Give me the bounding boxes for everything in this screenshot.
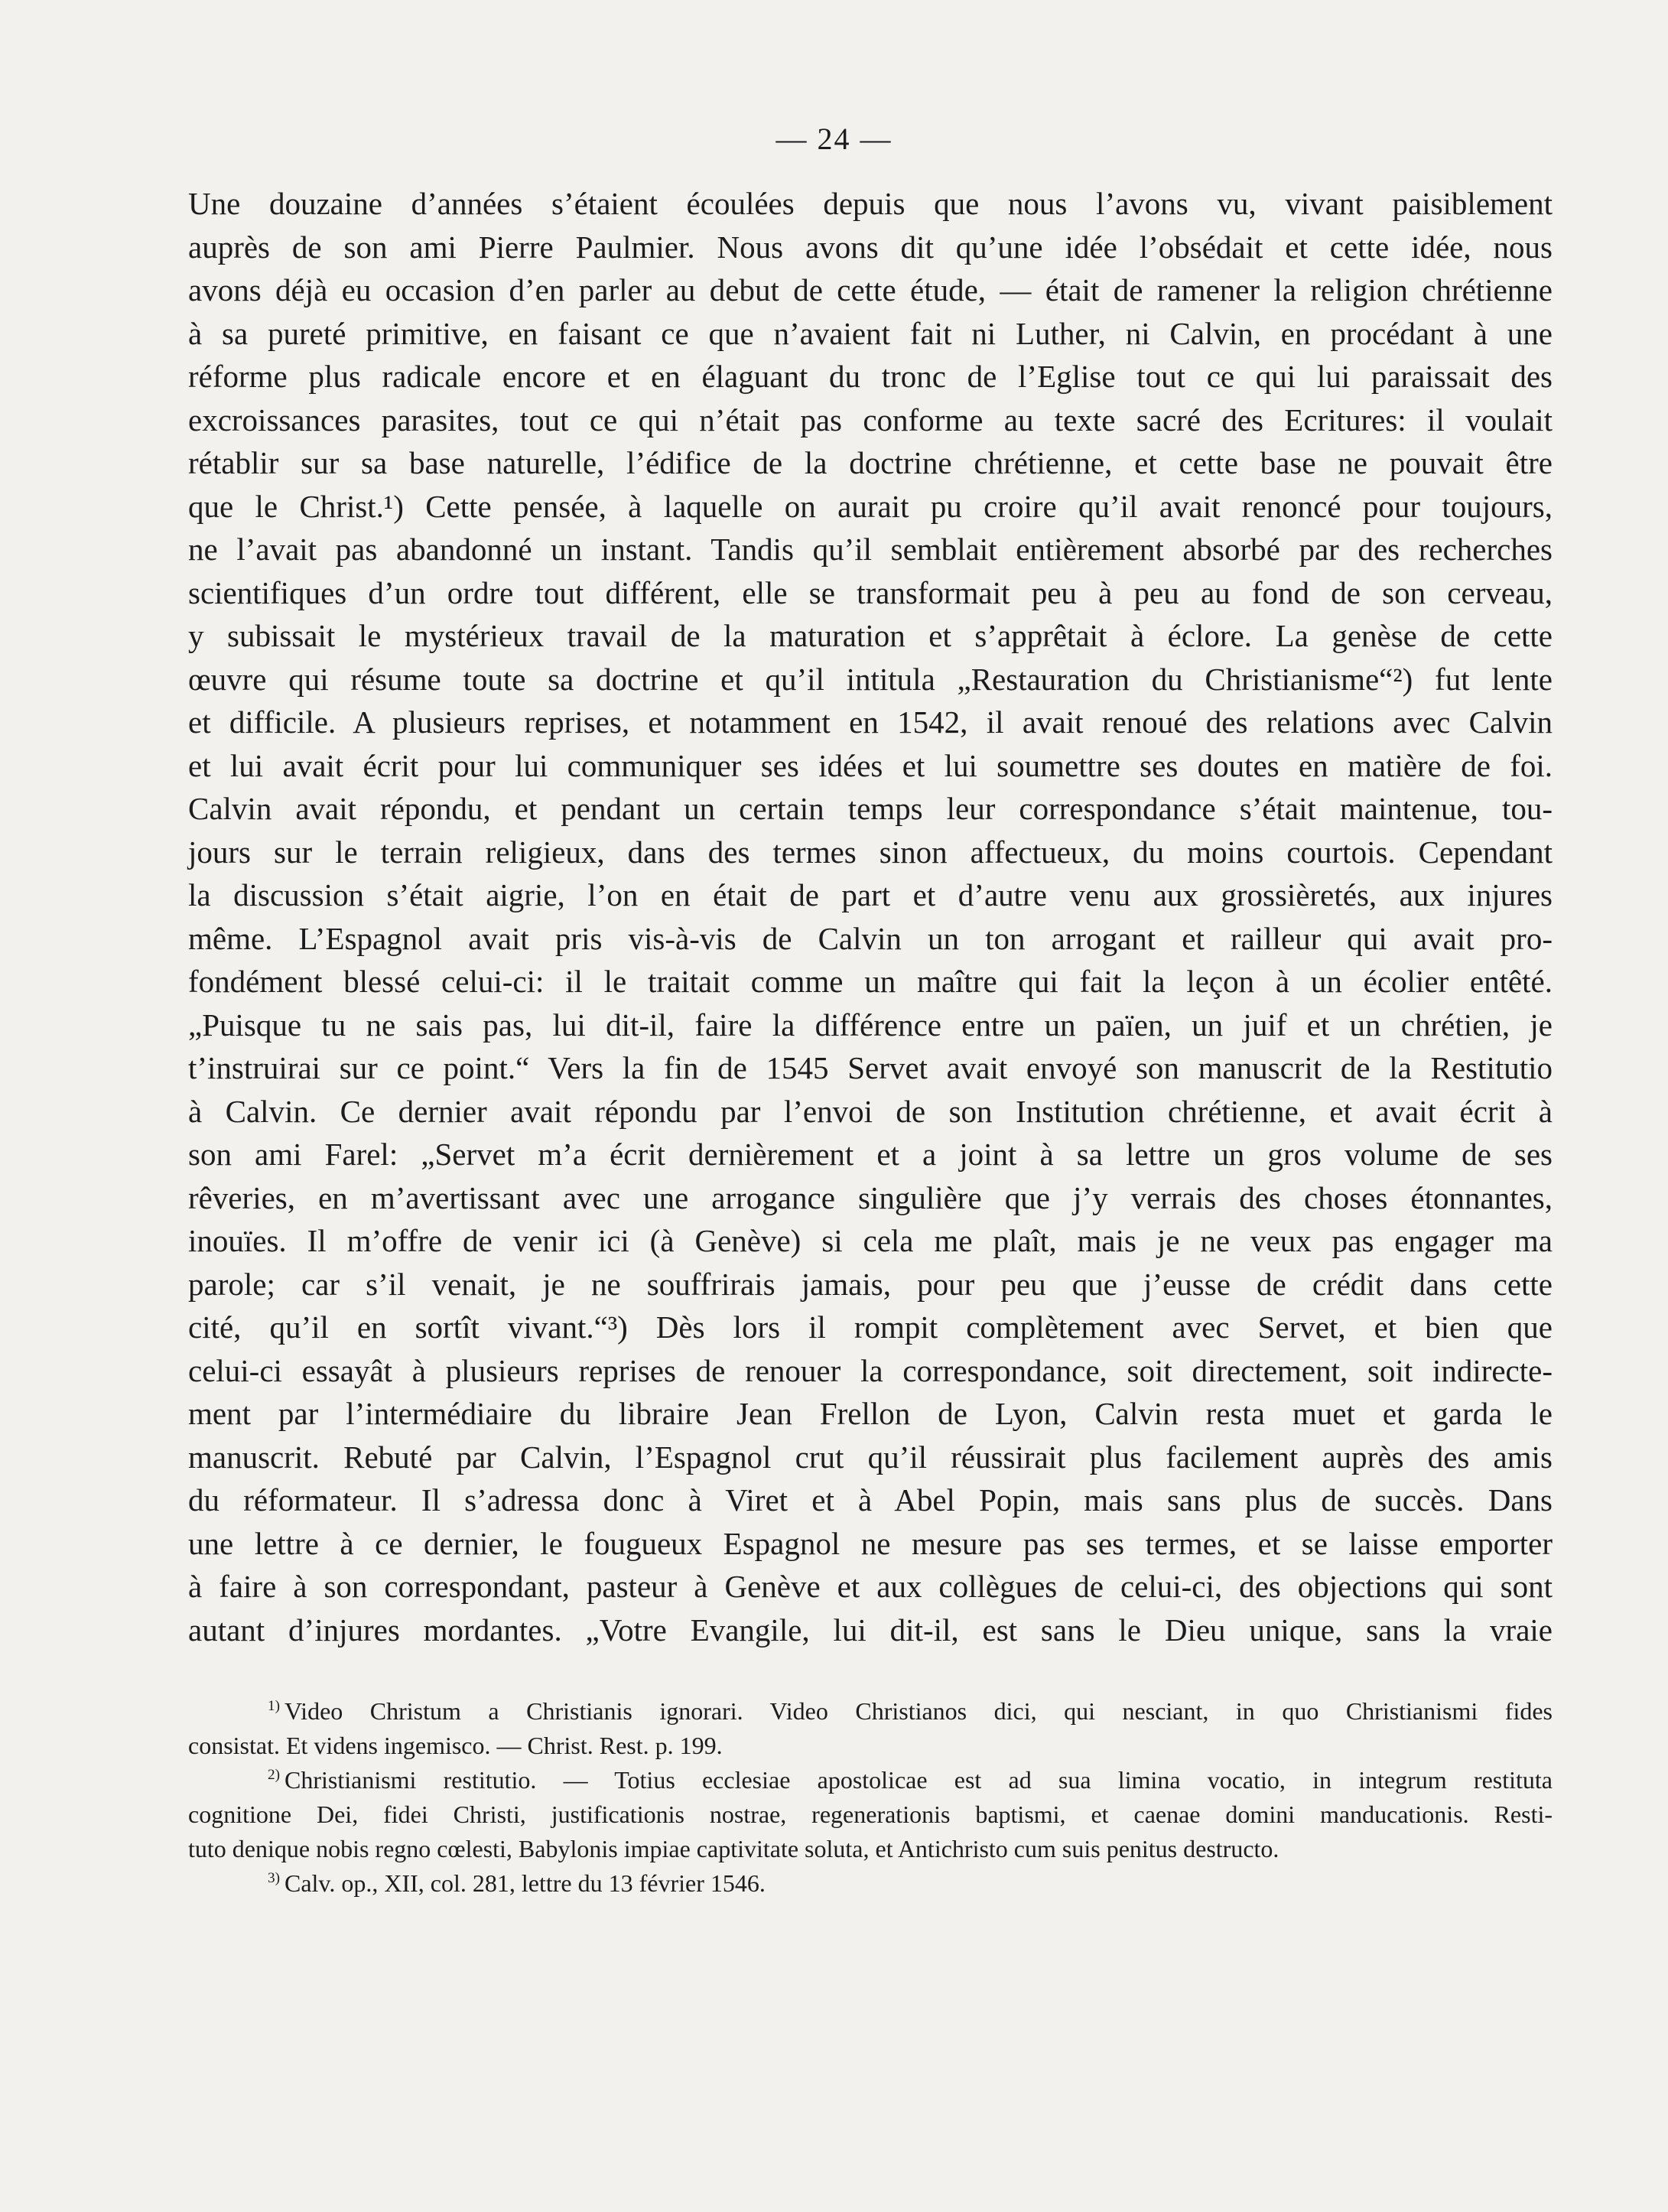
body-line: „Puisque tu ne sais pas, lui dit-il, faire la différence entre un païen, un juif et un chrétien, je (188, 1007, 1553, 1043)
body-line: et lui avait écrit pour lui communiquer ses idées et lui soumettre ses doutes en matière de foi. (188, 747, 1553, 783)
footnote-line (188, 1694, 1553, 1729)
body-line: auprès de son ami Pierre Paulmier. Nous avons dit qu’une idée l’obsédait et cette idée, nous (188, 229, 1553, 265)
footnote-text: cognitione Dei, fidei Christi, justificationis nostrae, regenerationis baptismi, et caenae domini manducationis. Resti- (188, 1801, 1553, 1828)
body-line: manuscrit. Rebuté par Calvin, l’Espagnol crut qu’il réussirait plus facilement auprès des amis (188, 1439, 1553, 1475)
footnote-line (188, 1866, 1553, 1901)
body-line: autant d’injures mordantes. „Votre Evangile, lui dit-il, est sans le Dieu unique, sans la vraie (188, 1612, 1553, 1648)
body-line: jours sur le terrain religieux, dans des termes sinon affectueux, du moins courtois. Cependant (188, 834, 1553, 870)
body-text (188, 182, 1553, 1651)
body-line: excroissances parasites, tout ce qui n’était pas conforme au texte sacré des Ecritures: il voulait (188, 402, 1553, 438)
footnote-line (188, 1763, 1553, 1797)
footnote-mark: 2) (268, 1767, 280, 1784)
body-line: son ami Farel: „Servet m’a écrit dernièrement et a joint à sa lettre un gros volume de ses (188, 1137, 1553, 1172)
footnote-mark: 3) (268, 1870, 280, 1887)
footnote-text: Christianismi restitutio. — Totius ecclesiae apostolicae est ad sua limina vocatio, in integrum restituta (284, 1766, 1553, 1794)
body-line: fondément blessé celui-ci: il le traitait comme un maître qui fait la leçon à un écolier entêté. (188, 964, 1553, 999)
body-line: inouïes. Il m’offre de venir ici (à Genève) si cela me plaît, mais je ne veux pas engager ma (188, 1223, 1553, 1258)
page-number: — 24 — (775, 122, 893, 156)
body-line: ne l’avait pas abandonné un instant. Tandis qu’il semblait entièrement absorbé par des recherches (188, 532, 1553, 567)
body-line: que le Christ.¹) Cette pensée, à laquelle on aurait pu croire qu’il avait renoncé pour toujours, (188, 488, 1553, 524)
body-line: avons déjà eu occasion d’en parler au debut de cette étude, — était de ramener la religion chrétienne (188, 272, 1553, 307)
body-line: la discussion s’était aigrie, l’on en était de part et d’autre venu aux grossièretés, aux injures (188, 877, 1553, 912)
footnotes (188, 1694, 1553, 1901)
body-line: une lettre à ce dernier, le fougueux Espagnol ne mesure pas ses termes, et se laisse emporter (188, 1525, 1553, 1561)
footnote-line (188, 1729, 1553, 1763)
body-line: parole; car s’il venait, je ne souffrirais jamais, pour peu que j’eusse de crédit dans cette (188, 1266, 1553, 1302)
body-line: et difficile. A plusieurs reprises, et notamment en 1542, il avait renoué des relations avec Calvin (188, 704, 1553, 740)
footnote-text: Calv. op., XII, col. 281, lettre du 13 février 1546. (284, 1869, 766, 1897)
body-line: celui-ci essayât à plusieurs reprises de renouer la correspondance, soit directement, soit indirecte- (188, 1352, 1553, 1388)
body-line: même. L’Espagnol avait pris vis-à-vis de Calvin un ton arrogant et railleur qui avait pro- (188, 920, 1553, 956)
footnote-text: consistat. Et videns ingemisco. — Christ. Rest. p. 199. (188, 1732, 723, 1759)
body-line: ment par l’intermédiaire du libraire Jean Frellon de Lyon, Calvin resta muet et garda le (188, 1396, 1553, 1431)
body-line: scientifiques d’un ordre tout différent, elle se transformait peu à peu au fond de son cerveau, (188, 574, 1553, 610)
footnote-mark: 1) (268, 1698, 280, 1715)
footnote-line (188, 1832, 1553, 1866)
body-line: Calvin avait répondu, et pendant un certain temps leur correspondance s’était maintenue, tou- (188, 791, 1553, 826)
body-line: à faire à son correspondant, pasteur à Genève et aux collègues de celui-ci, des objections qui sont (188, 1569, 1553, 1604)
body-line: du réformateur. Il s’adressa donc à Viret et à Abel Popin, mais sans plus de succès. Dans (188, 1482, 1553, 1517)
body-line: Une douzaine d’années s’étaient écoulées depuis que nous l’avons vu, vivant paisiblement (188, 186, 1553, 221)
footnote-text: Video Christum a Christianis ignorari. Video Christianos dici, qui nesciant, in quo Christianismi fides (284, 1697, 1553, 1725)
footnote-line (188, 1797, 1553, 1832)
body-line: à Calvin. Ce dernier avait répondu par l’envoi de son Institution chrétienne, et avait écrit à (188, 1093, 1553, 1129)
body-line: œuvre qui résume toute sa doctrine et qu’il intitula „Restauration du Christianisme“²) fut lente (188, 661, 1553, 697)
body-line: rêveries, en m’avertissant avec une arrogance singulière que j’y verrais des choses étonnantes, (188, 1179, 1553, 1215)
body-line: y subissait le mystérieux travail de la maturation et s’apprêtait à éclore. La genèse de cette (188, 618, 1553, 653)
body-line: rétablir sur sa base naturelle, l’édifice de la doctrine chrétienne, et cette base ne pouvait être (188, 445, 1553, 480)
body-line: t’instruirai sur ce point.“ Vers la fin de 1545 Servet avait envoyé son manuscrit de la Restitutio (188, 1050, 1553, 1085)
body-line: réforme plus radicale encore et en élaguant du tronc de l’Eglise tout ce qui lui paraissait des (188, 359, 1553, 394)
footnote-text: tuto denique nobis regno cœlesti, Babylonis impiae captivitate soluta, et Antichristo cum suis penitus destructo. (188, 1835, 1279, 1862)
body-line: à sa pureté primitive, en faisant ce que n’avaient fait ni Luther, ni Calvin, en procédant à une (188, 315, 1553, 351)
body-line: cité, qu’il en sortît vivant.“³) Dès lors il rompit complètement avec Servet, et bien que (188, 1309, 1553, 1345)
